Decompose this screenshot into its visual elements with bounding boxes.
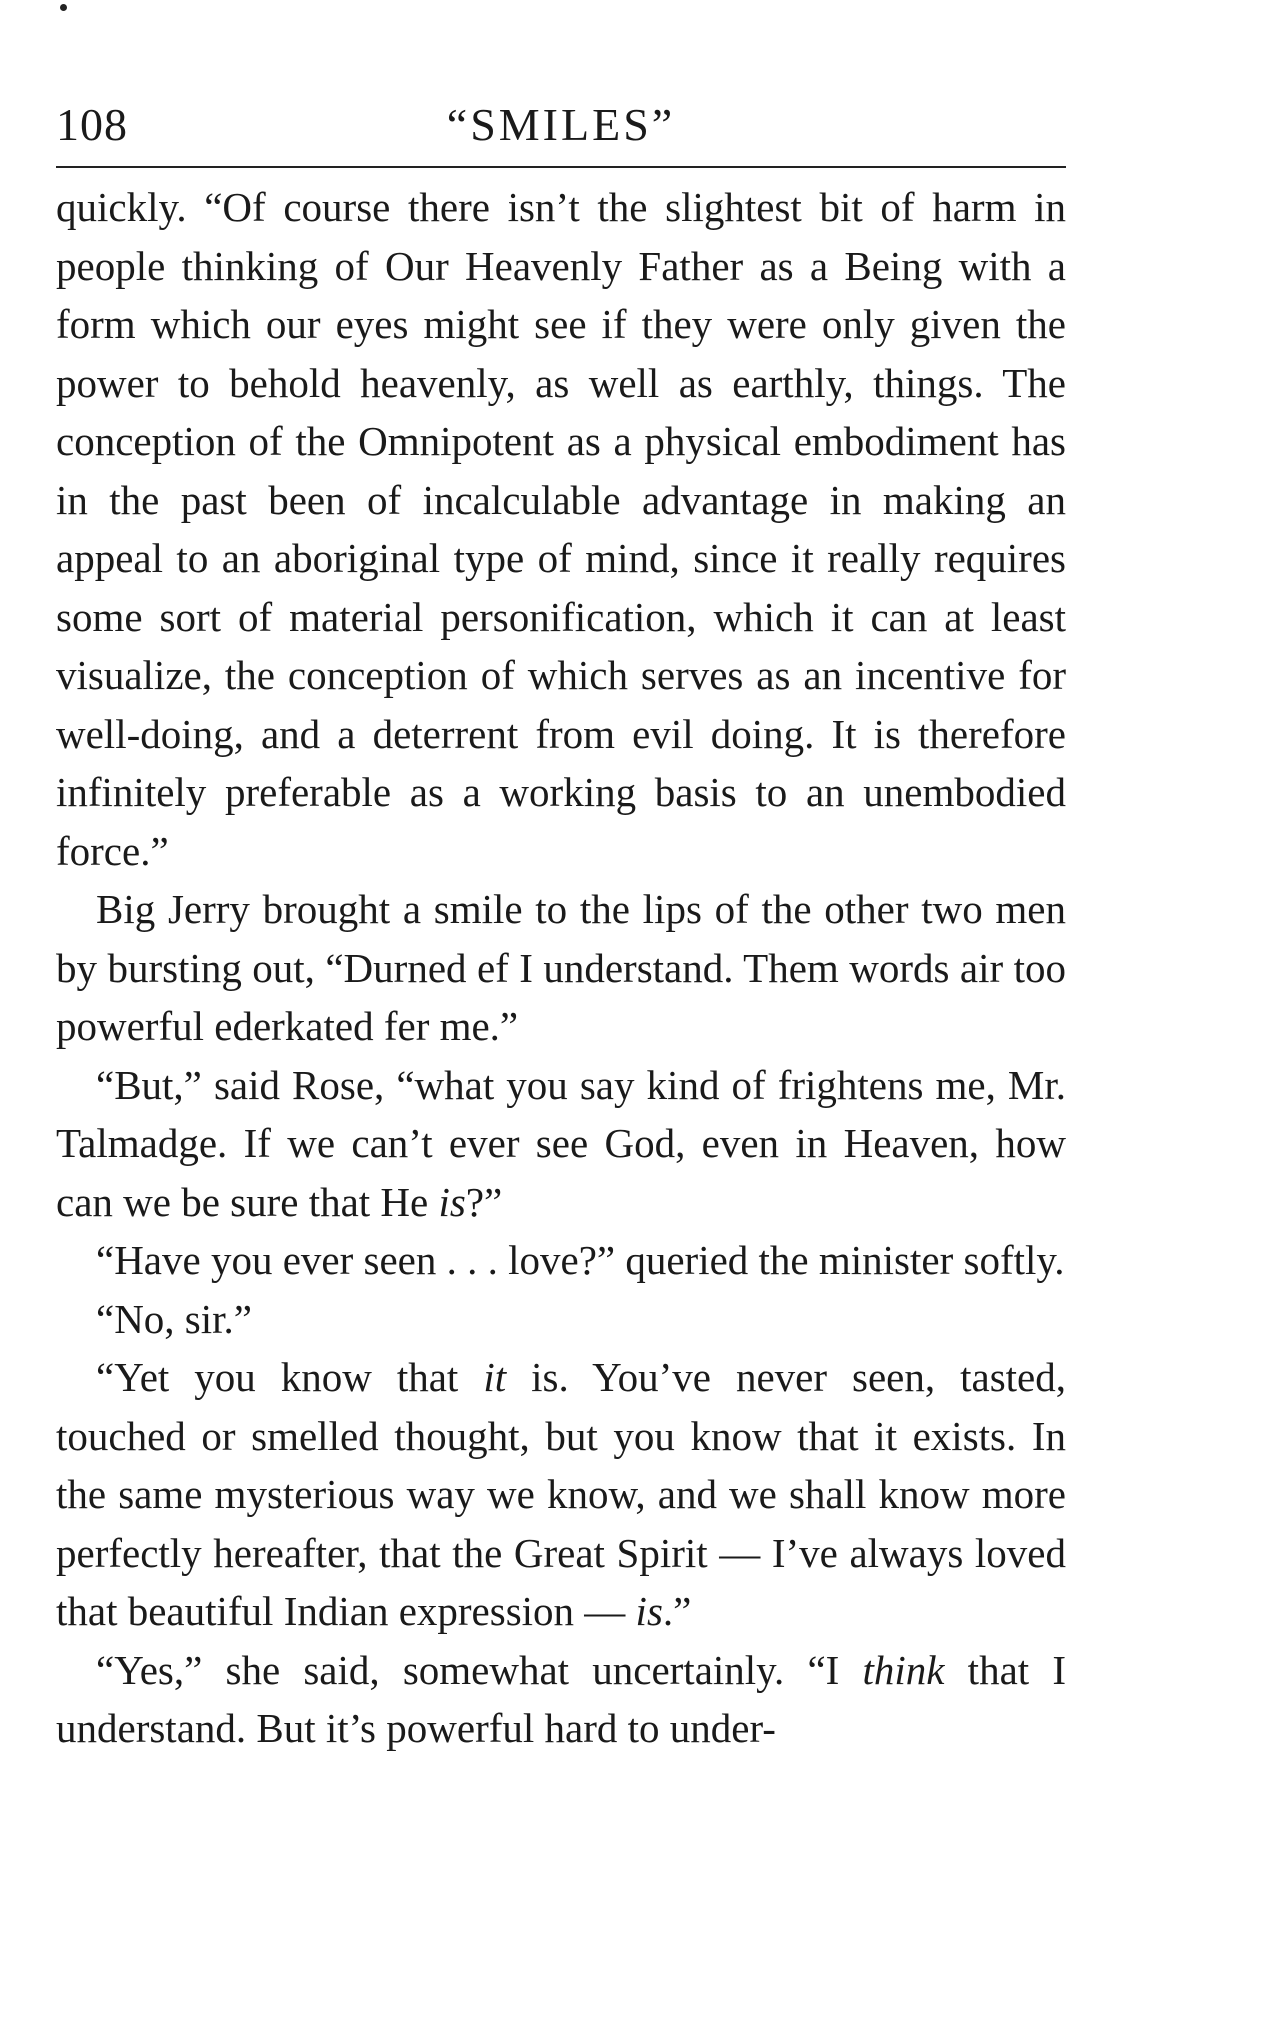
ink-speck — [60, 4, 67, 11]
paragraph-text: that I understand. But it’s powerful hard to under- — [56, 1646, 1066, 1751]
paragraph — [56, 1290, 1066, 1349]
paragraph-text: .” — [662, 1588, 692, 1634]
paragraph — [56, 1348, 1066, 1641]
paragraph-text: “Have you ever seen . . . love?” queried the minister softly. — [96, 1237, 1065, 1283]
running-header — [56, 95, 1066, 155]
paragraph-text: ?” — [465, 1178, 503, 1225]
body-text — [56, 178, 1066, 1758]
paragraph — [56, 178, 1066, 880]
paragraph-text: is. You’ve never seen, tasted, touched or smelled thought, but you know that it exists. In the same mysterious way we know, and we shall know more perfectly hereafter, that the Great Spirit — I’ve always loved that beautiful Indian expression — — [56, 1354, 1066, 1634]
paragraph — [56, 1641, 1066, 1758]
paragraph-text: “Yes,” she said, somewhat uncertainly. “I — [96, 1646, 863, 1693]
header-rule — [56, 166, 1066, 168]
page-number: 108 — [56, 99, 128, 150]
paragraph-text: “No, sir.” — [96, 1295, 252, 1342]
paragraph-text: Big Jerry brought a smile to the lips of the other two men by bursting out, “Durned ef I understand. Them words air too powerful ederkated fer me.” — [56, 886, 1066, 1049]
italic-text: is — [438, 1178, 466, 1225]
paragraph-text: “But,” said Rose, “what you say kind of frightens me, Mr. Talmadge. If we can’t ever see God, even in Heaven, how can we be sure that He — [56, 1061, 1066, 1225]
paragraph-text: “Yet you know that — [96, 1354, 484, 1400]
paragraph-text: quickly. “Of course there isn’t the slightest bit of harm in people thinking of Our Heavenly Father as a Being with a form which our eyes might see if they were only given the power to behold heavenly, as well as earthly, things. The conception of the Omnipotent as a physical embodiment has in the past been of incalculable advantage in making an appeal to an aboriginal type of mind, since it really requires some sort of material personification, which it can at least visualize, the conception of which serves as an incentive for well-doing, and a deterrent from evil doing. It is therefore infinitely preferable as a working basis to an unembodied force.” — [56, 184, 1066, 874]
italic-text: think — [862, 1646, 945, 1693]
paragraph — [56, 1231, 1066, 1290]
italic-text: is — [635, 1588, 663, 1634]
paragraph — [56, 880, 1066, 1056]
italic-text: it — [483, 1354, 507, 1400]
running-title: “SMILES” — [446, 99, 676, 150]
paragraph — [56, 1056, 1066, 1232]
